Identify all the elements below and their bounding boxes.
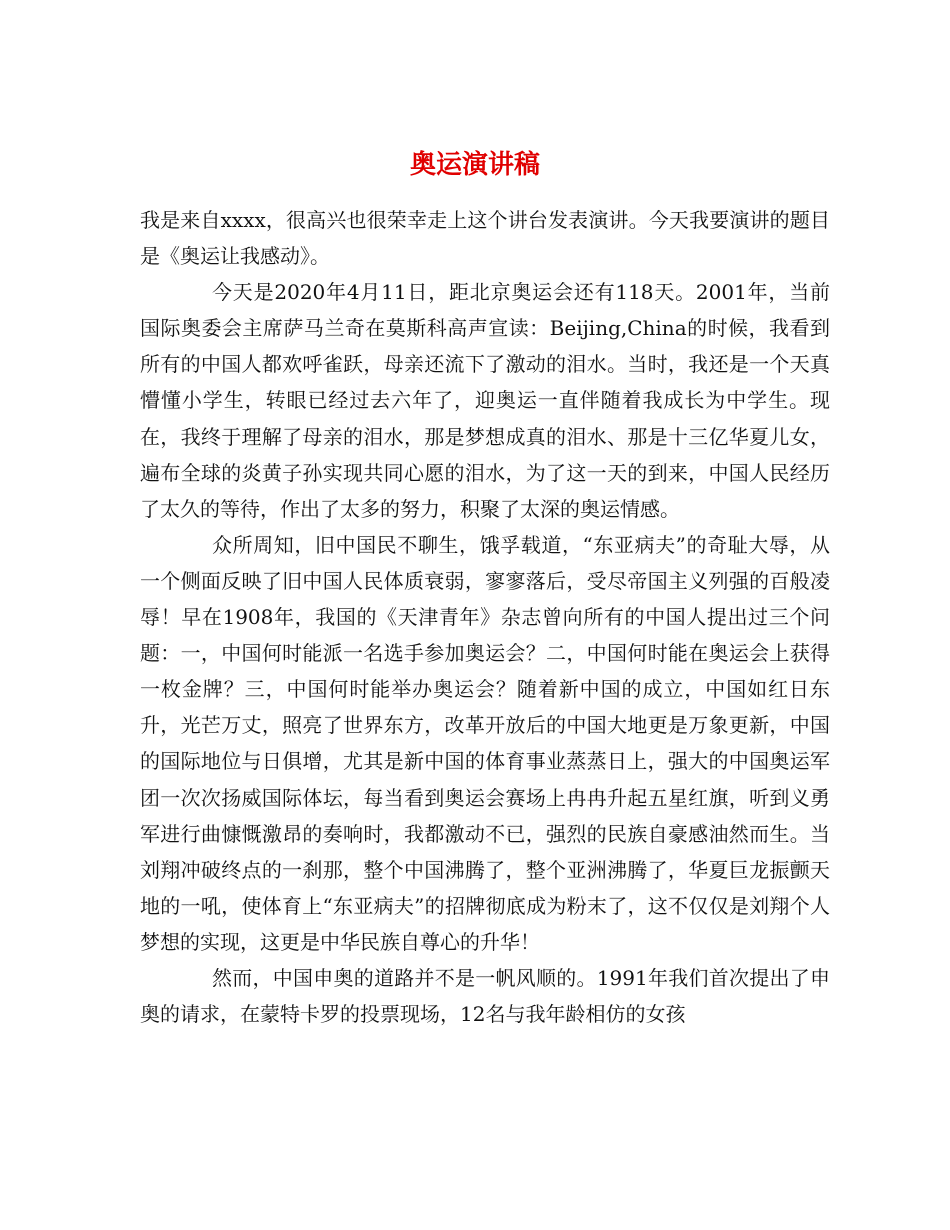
speech-body bbox=[140, 202, 830, 1032]
paragraph-history: 众所周知，旧中国民不聊生，饿孚载道，“东亚病夫”的奇耻大辱，从一个侧面反映了旧中国人民体质衰弱，寥寥落后，受尽帝国主义列强的百般凌辱！早在1908年，我国的《天津青年》杂志曾向所有的中国人提出过三个问题：一，中国何时能派一名选手参加奥运会？二，中国何时能在奥运会上获得一枚金牌？三，中国何时能举办奥运会？随着新中国的成立，中国如红日东升，光芒万丈，照亮了世界东方，改革开放后的中国大地更是万象更新，中国的国际地位与日俱增，尤其是新中国的体育事业蒸蒸日上，强大的中国奥运军团一次次扬威国际体坛，每当看到奥运会赛场上冉冉升起五星红旗，听到义勇军进行曲慷慨激昂的奏响时，我都激动不已，强烈的民族自豪感油然而生。当刘翔冲破终点的一刹那，整个中国沸腾了，整个亚洲沸腾了，华夏巨龙振颤天地的一吼，使体育上“东亚病夫”的招牌彻底成为粉末了，这不仅仅是刘翔个人梦想的实现，这更是中华民族自尊心的升华！ bbox=[140, 532, 830, 954]
page-title: 奥运演讲稿 bbox=[409, 150, 540, 181]
paragraph-bid-road: 然而，中国申奥的道路并不是一帆风顺的。1991年我们首次提出了申奥的请求，在蒙特卡罗的投票现场，12名与我年龄相仿的女孩 bbox=[140, 965, 830, 1027]
paragraph-intro: 我是来自xxxx，很高兴也很荣幸走上这个讲台发表演讲。今天我要演讲的题目是《奥运让我感动》。 bbox=[140, 208, 830, 269]
paragraph-2001-announcement: 今天是2020年4月11日，距北京奥运会还有118天。2001年，当前国际奥委会主席萨马兰奇在莫斯科高声宣读：Beijing,China的时候，我看到所有的中国人都欢呼雀跃，母亲还流下了激动的泪水。当时，我还是一个天真懵懂小学生，转眼已经过去六年了，迎奥运一直伴随着我成长为中学生。现在，我终于理解了母亲的泪水，那是梦想成真的泪水、那是十三亿华夏儿女，遍布全球的炎黄子孙实现共同心愿的泪水，为了这一天的到来，中国人民经历了太久的等待，作出了太多的努力，积聚了太深的奥运情感。 bbox=[140, 280, 830, 521]
